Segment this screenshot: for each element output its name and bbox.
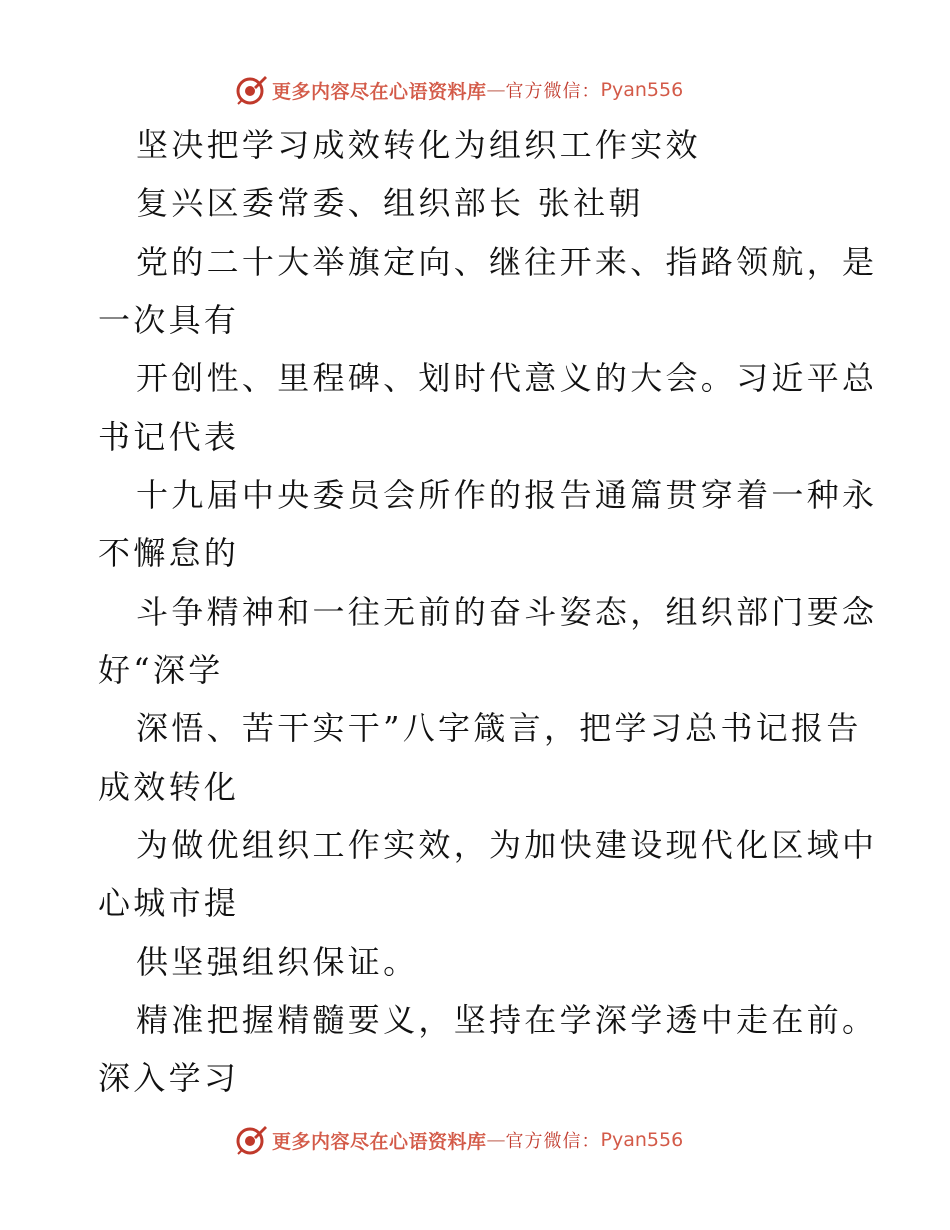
watermark-main-text: 更多内容尽在心语资料库 bbox=[272, 1130, 487, 1153]
watermark-wechat-label: 官方微信： bbox=[505, 81, 601, 102]
text-line: 好“深学 bbox=[98, 651, 224, 689]
text-line: 深入学习 bbox=[98, 1059, 240, 1097]
watermark-dash: — bbox=[486, 1129, 506, 1151]
watermark-wechat-id: Pyan556 bbox=[600, 1129, 684, 1151]
watermark-wechat-label: 官方微信： bbox=[505, 1131, 601, 1152]
text-line: 成效转化 bbox=[98, 768, 240, 806]
watermark-dash: — bbox=[486, 79, 506, 101]
watermark-footer bbox=[234, 1122, 683, 1158]
quill-logo-icon bbox=[234, 73, 268, 107]
text-line: 不懈怠的 bbox=[98, 534, 240, 572]
text-line: 为做优组织工作实效，为加快建设现代化区域中 bbox=[136, 826, 878, 864]
watermark-main-text: 更多内容尽在心语资料库 bbox=[272, 80, 487, 103]
text-line: 书记代表 bbox=[98, 418, 240, 456]
text-line: 心城市提 bbox=[98, 884, 240, 922]
watermark-header bbox=[234, 72, 683, 108]
text-line: 斗争精神和一往无前的奋斗姿态，组织部门要念 bbox=[136, 593, 878, 631]
quill-logo-icon bbox=[234, 1123, 268, 1157]
document-title: 坚决把学习成效转化为组织工作实效 bbox=[136, 126, 701, 164]
text-line: 供坚强组织保证。 bbox=[136, 943, 419, 981]
text-line: 深悟、苦干实干”八字箴言，把学习总书记报告 bbox=[136, 709, 862, 747]
text-line: 精准把握精髓要义，坚持在学深学透中走在前。 bbox=[136, 1001, 878, 1039]
text-line: 一次具有 bbox=[98, 301, 240, 339]
text-line: 十九届中央委员会所作的报告通篇贯穿着一种永 bbox=[136, 476, 878, 514]
document-author: 复兴区委常委、组织部长 张社朝 bbox=[136, 184, 644, 222]
text-line: 开创性、里程碑、划时代意义的大会。习近平总 bbox=[136, 359, 878, 397]
text-line: 党的二十大举旗定向、继往开来、指路领航，是 bbox=[136, 243, 878, 281]
watermark-wechat-id: Pyan556 bbox=[600, 79, 684, 101]
